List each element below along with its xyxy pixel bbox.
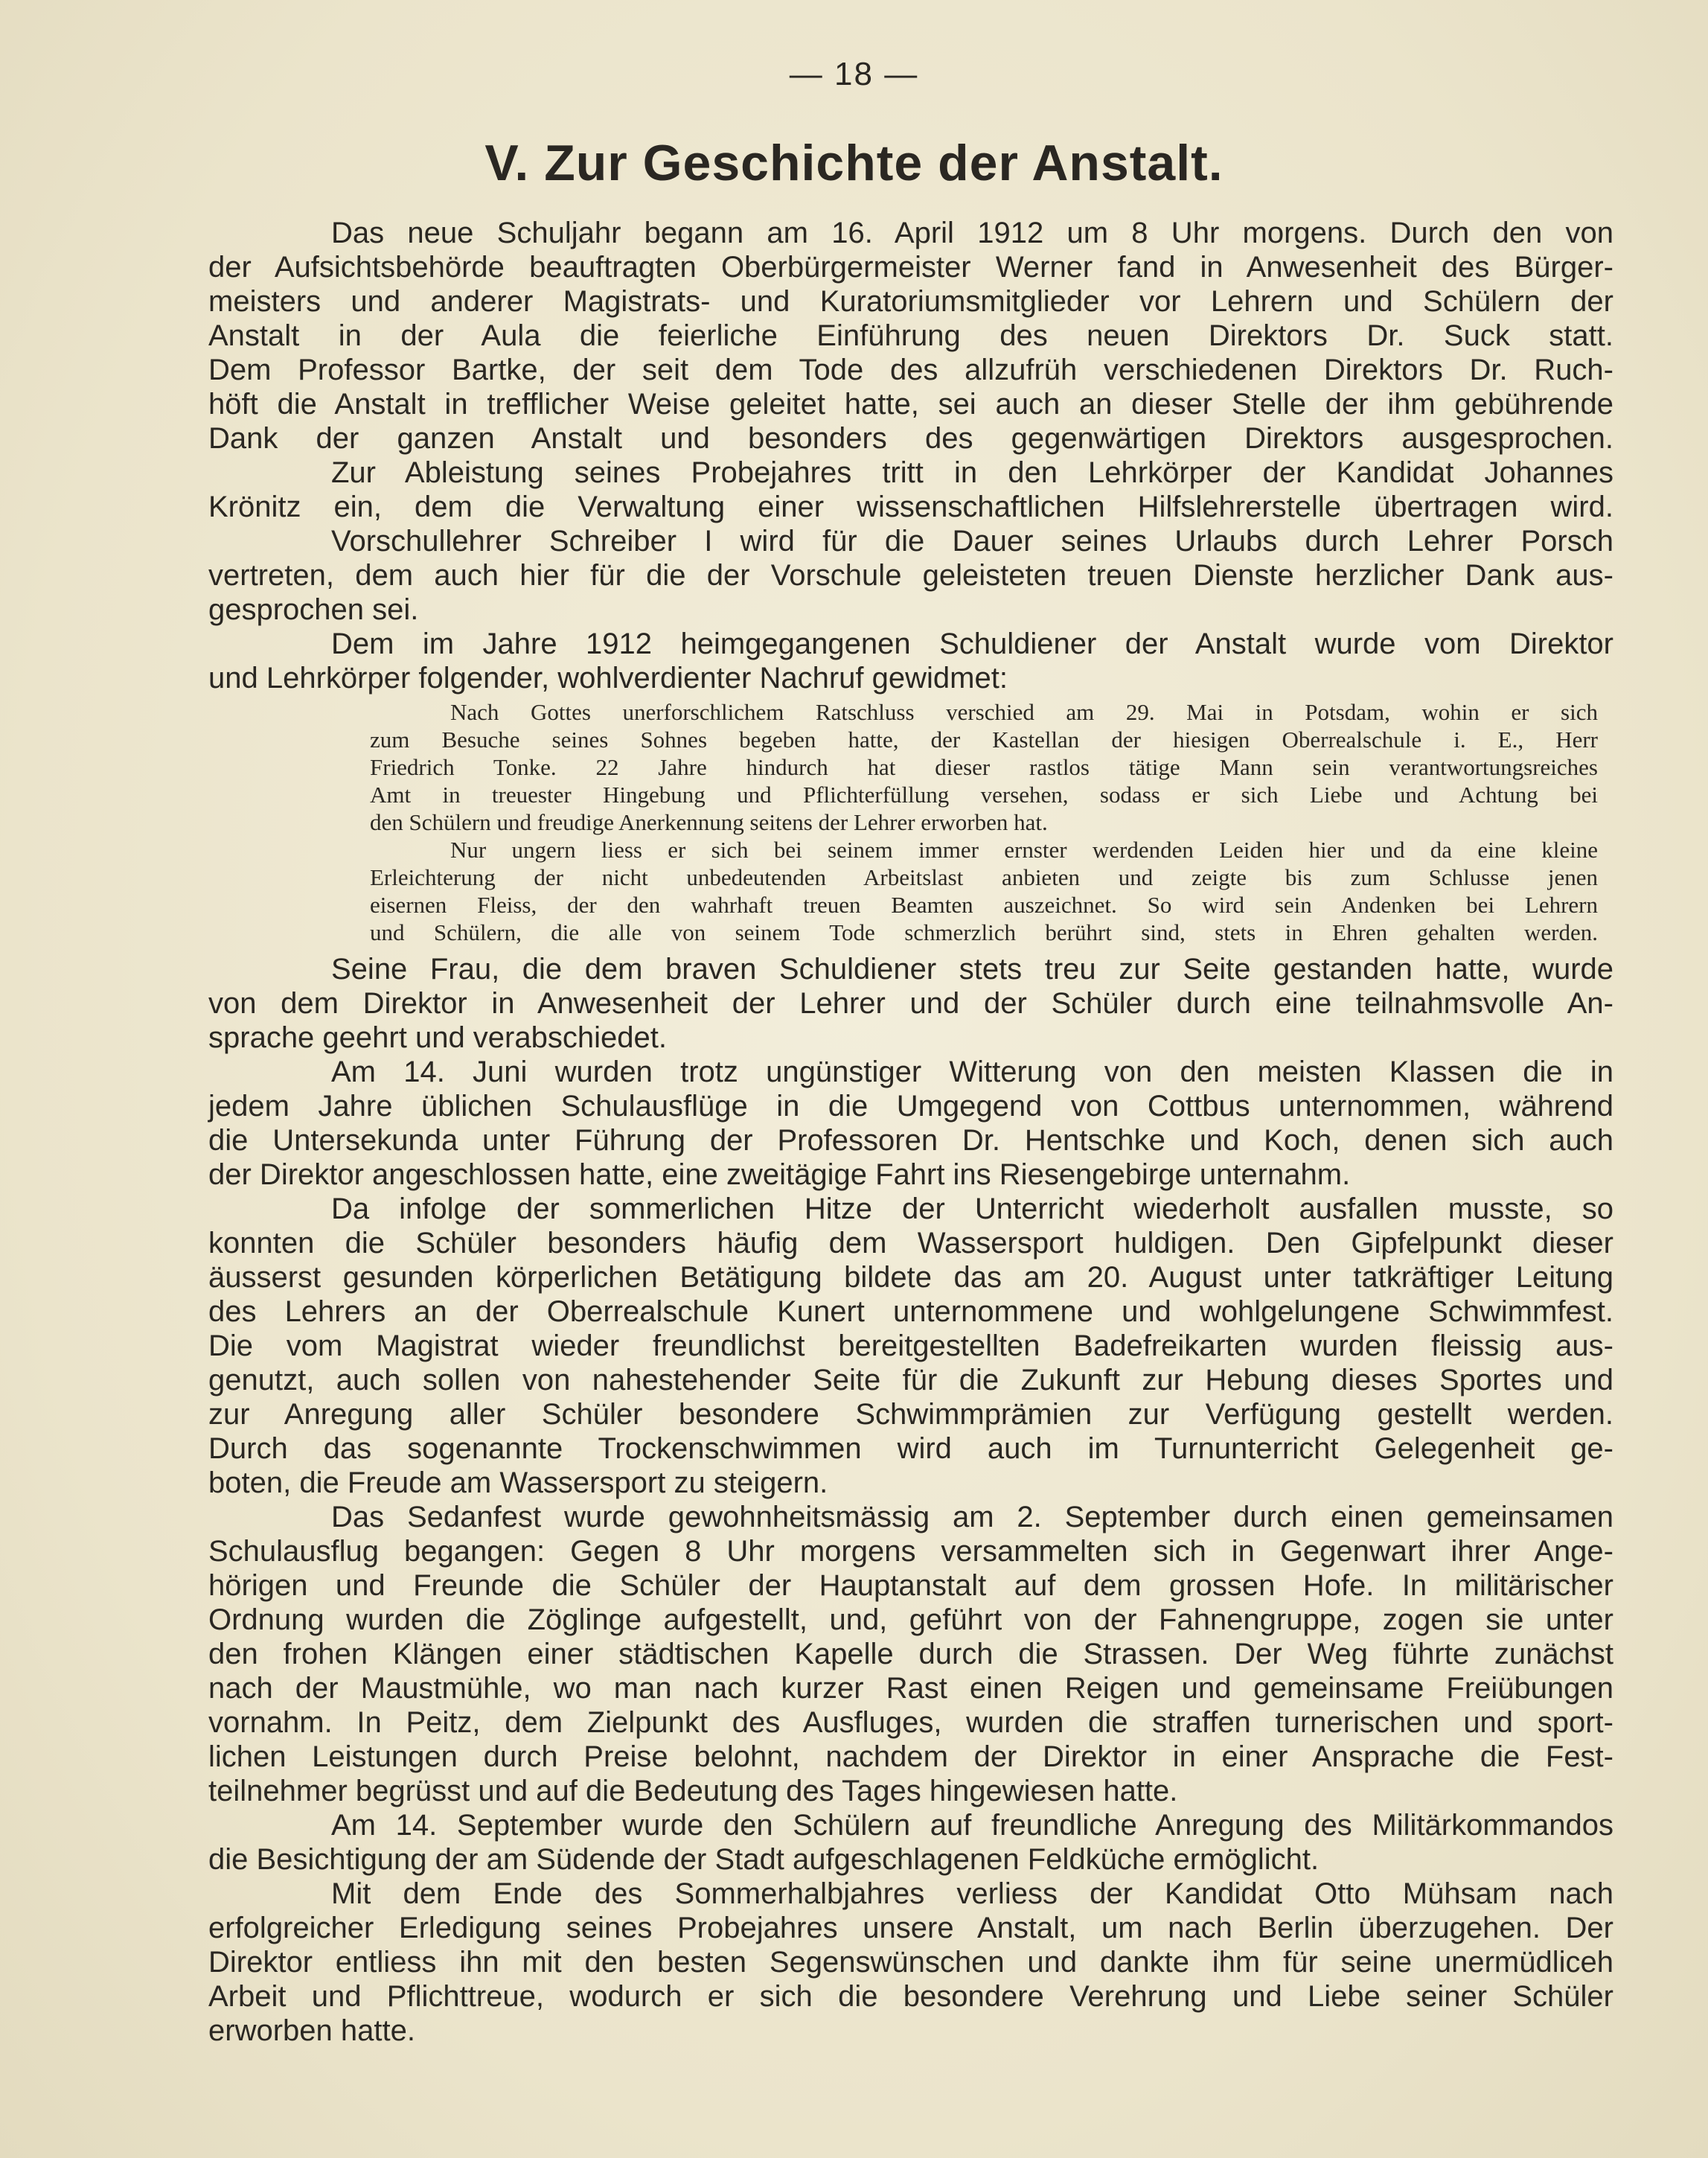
text-line: Die vom Magistrat wieder freundlichst bereitgestellten Badefreikarten wurden fleissig aus- [208, 1329, 1613, 1362]
text-line: Dem im Jahre 1912 heimgegangenen Schuldiener der Anstalt wurde vom Direktor [331, 628, 1613, 660]
page-number: — 18 — [789, 56, 919, 92]
text-line: teilnehmer begrüsst und auf die Bedeutung des Tages hingewiesen hatte. [208, 1775, 1178, 1807]
text-line: vornahm. In Peitz, dem Zielpunkt des Ausfluges, wurden die straffen turnerischen und sport- [208, 1706, 1613, 1739]
text-line: nach der Maustmühle, wo man nach kurzer Rast einen Reigen und gemeinsame Freiübungen [208, 1672, 1613, 1705]
text-line: Krönitz ein, dem die Verwaltung einer wissenschaftlichen Hilfslehrerstelle übertragen wird. [208, 491, 1613, 523]
body-text [208, 216, 1613, 2048]
text-line: konnten die Schüler besonders häufig dem Wassersport huldigen. Den Gipfelpunkt dieser [208, 1227, 1613, 1260]
text-line: der Direktor angeschlossen hatte, eine zweitägige Fahrt ins Riesengebirge unternahm. [208, 1158, 1351, 1191]
section-heading: V. Zur Geschichte der Anstalt. [484, 135, 1224, 191]
quote-line: Amt in treuester Hingebung und Pflichterfüllung versehen, sodass er sich Liebe und Achtung bei [370, 782, 1598, 808]
text-line: Mit dem Ende des Sommerhalbjahres verliess der Kandidat Otto Mühsam nach [331, 1877, 1613, 1910]
text-line: Am 14. September wurde den Schülern auf freundliche Anregung des Militärkommandos [331, 1809, 1613, 1842]
text-line: höft die Anstalt in trefflicher Weise geleitet hatte, sei auch an dieser Stelle der ihm gebührende [208, 388, 1613, 421]
text-line: Das Sedanfest wurde gewohnheitsmässig am 2. September durch einen gemeinsamen [331, 1501, 1613, 1533]
quote-line: Nach Gottes unerforschlichem Ratschluss verschied am 29. Mai in Potsdam, wohin er sich [450, 699, 1598, 725]
text-line: die Besichtigung der am Südende der Stadt aufgeschlagenen Feldküche ermöglicht. [208, 1843, 1320, 1876]
text-line: und Lehrkörper folgender, wohlverdienter Nachruf gewidmet: [208, 662, 1008, 695]
obituary-quote [370, 698, 1598, 946]
text-line: Dem Professor Bartke, der seit dem Tode des allzufrüh verschiedenen Direktors Dr. Ruch- [208, 354, 1613, 386]
text-line: der Aufsichtsbehörde beauftragten Oberbürgermeister Werner fand in Anwesenheit des Bürger- [208, 251, 1613, 284]
text-line: Direktor entliess ihn mit den besten Segenswünschen und dankte ihm für seine unermüdliceh [208, 1946, 1613, 1979]
quote-line: den Schülern und freudige Anerkennung seitens der Lehrer erworben hat. [370, 809, 1048, 835]
text-line: gesprochen sei. [208, 593, 419, 626]
text-line: Durch das sogenannte Trockenschwimmen wird auch im Turnunterricht Gelegenheit ge- [208, 1432, 1613, 1465]
text-line: die Untersekunda unter Führung der Professoren Dr. Hentschke und Koch, denen sich auch [208, 1124, 1613, 1157]
text-line: erfolgreicher Erledigung seines Probejahres unsere Anstalt, um nach Berlin überzugehen. Der [208, 1912, 1613, 1944]
text-line: Da infolge der sommerlichen Hitze der Unterricht wiederholt ausfallen musste, so [331, 1193, 1613, 1225]
text-line: jedem Jahre üblichen Schulausflüge in die Umgegend von Cottbus unternommen, während [208, 1090, 1613, 1123]
quote-line: und Schülern, die alle von seinem Tode schmerzlich berührt sind, stets in Ehren gehalten werden. [370, 919, 1598, 945]
quote-line: Erleichterung der nicht unbedeutenden Arbeitslast anbieten und zeigte bis zum Schlusse jenen [370, 864, 1598, 890]
text-line: Am 14. Juni wurden trotz ungünstiger Witterung von den meisten Klassen die in [331, 1056, 1613, 1088]
text-line: zur Anregung aller Schüler besondere Schwimmprämien zur Verfügung gestellt werden. [208, 1398, 1613, 1431]
text-line: Schulausflug begangen: Gegen 8 Uhr morgens versammelten sich in Gegenwart ihrer Ange- [208, 1535, 1613, 1568]
text-line: hörigen und Freunde die Schüler der Hauptanstalt auf dem grossen Hofe. In militärischer [208, 1569, 1613, 1602]
text-line: Vorschullehrer Schreiber I wird für die Dauer seines Urlaubs durch Lehrer Porsch [331, 525, 1613, 558]
text-line: meisters und anderer Magistrats- und Kuratoriumsmitglieder vor Lehrern und Schülern der [208, 285, 1613, 318]
quote-line: zum Besuche seines Sohnes begeben hatte, der Kastellan der hiesigen Oberrealschule i. E., Herr [370, 727, 1598, 753]
text-line: des Lehrers an der Oberrealschule Kunert unternommene und wohlgelungene Schwimmfest. [208, 1295, 1613, 1328]
text-line: Dank der ganzen Anstalt und besonders des gegenwärtigen Direktors ausgesprochen. [208, 422, 1613, 455]
quote-line: Nur ungern liess er sich bei seinem immer ernster werdenden Leiden hier und da eine kleine [450, 837, 1598, 863]
text-line: Ordnung wurden die Zöglinge aufgestellt, und, geführt von der Fahnengruppe, zogen sie unter [208, 1603, 1613, 1636]
quote-line: eisernen Fleiss, der den wahrhaft treuen Beamten auszeichnet. So wird sein Andenken bei Lehrern [370, 892, 1598, 918]
text-line: äusserst gesunden körperlichen Betätigung bildete das am 20. August unter tatkräftiger Leitung [208, 1261, 1613, 1294]
text-line: genutzt, auch sollen von nahestehender Seite für die Zukunft zur Hebung dieses Sportes und [208, 1364, 1613, 1396]
quote-line: Friedrich Tonke. 22 Jahre hindurch hat dieser rastlos tätige Mann sein verantwortungsreiches [370, 754, 1598, 780]
text-line: Zur Ableistung seines Probejahres tritt in den Lehrkörper der Kandidat Johannes [331, 456, 1613, 489]
text-line: lichen Leistungen durch Preise belohnt, nachdem der Direktor in einer Ansprache die Fest- [208, 1740, 1613, 1773]
text-line: vertreten, dem auch hier für die der Vorschule geleisteten treuen Dienste herzlicher Dank aus- [208, 559, 1613, 592]
text-line: erworben hatte. [208, 2014, 415, 2047]
text-line: von dem Direktor in Anwesenheit der Lehrer und der Schüler durch eine teilnahmsvolle An- [208, 987, 1613, 1020]
text-line: boten, die Freude am Wassersport zu steigern. [208, 1466, 828, 1499]
text-line: den frohen Klängen einer städtischen Kapelle durch die Strassen. Der Weg führte zunächst [208, 1638, 1613, 1670]
text-line: sprache geehrt und verabschiedet. [208, 1021, 667, 1054]
text-line: Anstalt in der Aula die feierliche Einführung des neuen Direktors Dr. Suck statt. [208, 319, 1613, 352]
text-line: Seine Frau, die dem braven Schuldiener stets treu zur Seite gestanden hatte, wurde [331, 953, 1613, 986]
text-line: Arbeit und Pflichttreue, wodurch er sich die besondere Verehrung und Liebe seiner Schüler [208, 1980, 1613, 2013]
text-line: Das neue Schuljahr begann am 16. April 1912 um 8 Uhr morgens. Durch den von [331, 217, 1613, 249]
